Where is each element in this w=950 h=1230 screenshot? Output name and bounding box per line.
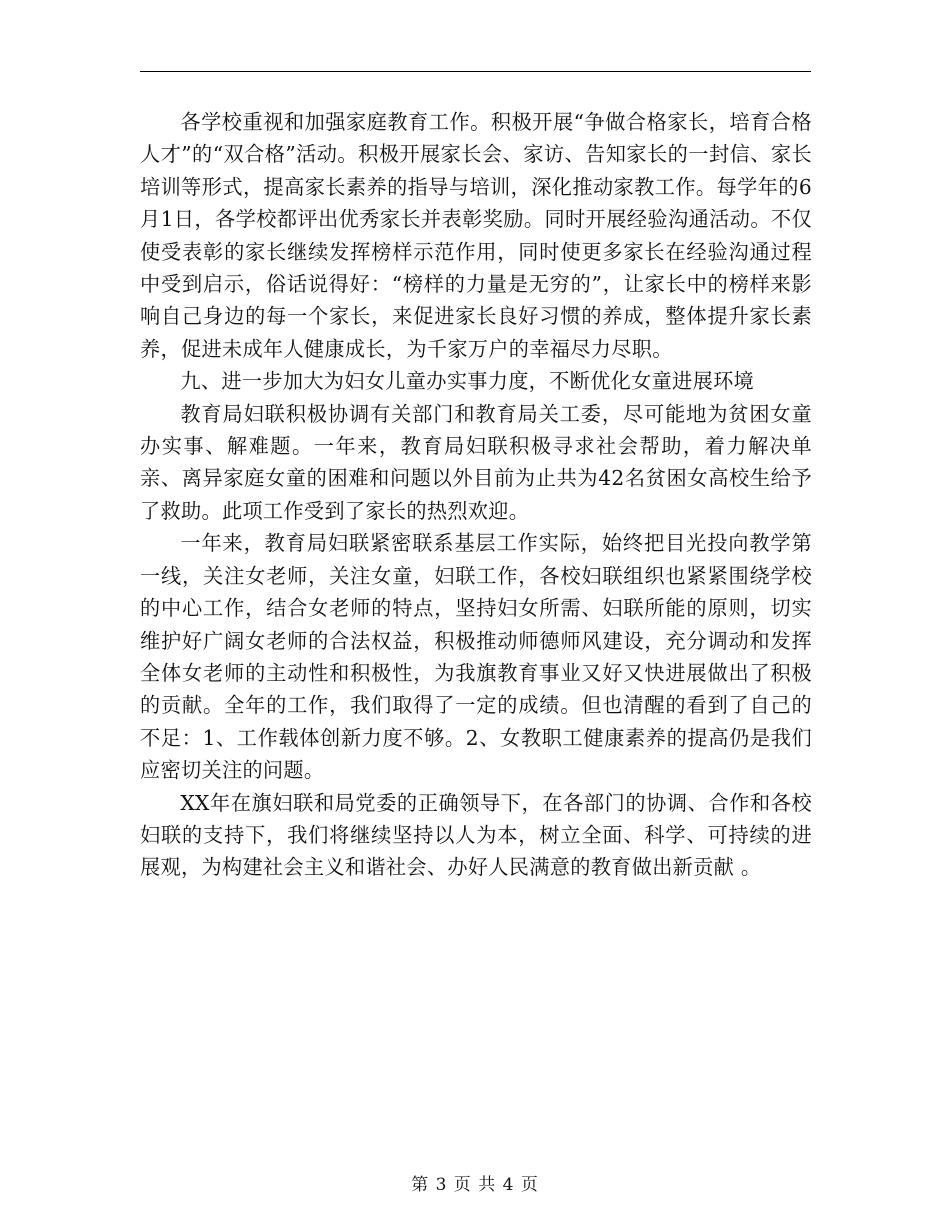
paragraph-year-summary: 一年来，教育局妇联紧密联系基层工作实际，始终把目光投向教学第一线，关注女老师，关注女童，妇联工作，各校妇联组织也紧紧围绕学校的中心工作，结合女老师的特点，坚持妇女所需、妇联所能的原则，切实维护好广阔女老师的合法权益，积极推动师德师风建设，充分调动和发挥全体女老师的主动性和积极性，为我旗教育事业又好又快进展做出了积极的贡献。全年的工作，我们取得了一定的成绩。但也清醒的看到了自己的不足：1、工作载体创新力度不够。2、女教职工健康素养的提高仍是我们应密切关注的问题。 — [140, 531, 812, 783]
paragraph-parent-education: 各学校重视和加强家庭教育工作。积极开展“争做合格家长，培育合格人才”的“双合格”活动。积极开展家长会、家访、告知家长的一封信、家长培训等形式，提高家长素养的指导与培训，深化推动家教工作。每学年的6月1日，各学校都评出优秀家长并表彰奖励。同时开展经验沟通活动。不仅使受表彰的家长继续发挥榜样示范作用，同时使更多家长在经验沟通过程中受到启示，俗话说得好：“榜样的力量是无穷的”，让家长中的榜样来影响自己身边的每一个家长，来促进家长良好习惯的养成，整体提升家长素养，促进未成年人健康成长，为千家万户的幸福尽力尽职。 — [140, 110, 812, 361]
section-heading-nine: 九、进一步加大为妇女儿童办实事力度，不断优化女童进展环境 — [180, 369, 755, 394]
page-number: 第 3 页 共 4 页 — [411, 1175, 539, 1195]
paragraph-girls-assistance: 教育局妇联积极协调有关部门和教育局关工委，尽可能地为贫困女童办实事、解难题。一年来，教育局妇联积极寻求社会帮助，着力解决单亲、离异家庭女童的困难和问题以外目前为止共为42名贫困女高校生给予了救助。此项工作受到了家长的热烈欢迎。 — [140, 401, 812, 523]
document-body — [140, 106, 812, 884]
page-footer — [0, 1174, 950, 1196]
paragraph-outlook: XX年在旗妇联和局党委的正确领导下，在各部门的协调、合作和各校妇联的支持下，我们将继续坚持以人为本，树立全面、科学、可持续的进展观，为构建社会主义和谐社会、办好人民满意的教育做出新贡献 。 — [140, 790, 812, 880]
header-rule — [140, 71, 811, 72]
